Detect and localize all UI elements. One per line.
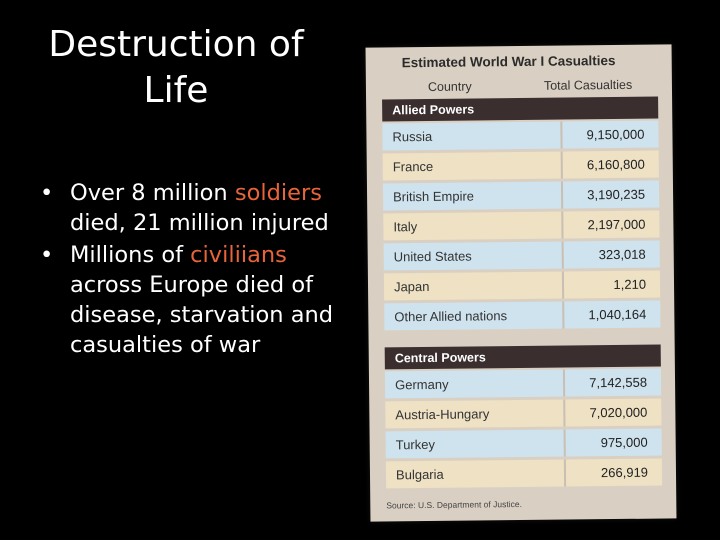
country-cell: Japan <box>393 278 430 295</box>
country-cell: Austria-Hungary <box>395 406 490 423</box>
casualties-table-photo <box>366 44 677 521</box>
country-cell: France <box>392 158 434 175</box>
bullet-text-pre: Over 8 million <box>70 180 235 206</box>
casualties-cell: 1,210 <box>562 271 660 299</box>
table-row <box>386 459 662 489</box>
table-title: Estimated World War I Casualties <box>401 52 616 71</box>
country-cell: British Empire <box>393 188 475 205</box>
bullet-dot: • <box>40 242 54 268</box>
table-source: Source: U.S. Department of Justice. <box>386 499 522 511</box>
casualties-cell: 1,040,164 <box>562 301 660 329</box>
table-row <box>384 271 660 301</box>
table-row <box>383 181 659 211</box>
bullet-dot: • <box>40 180 54 206</box>
country-cell: Bulgaria <box>395 466 444 483</box>
section-central-powers: Central Powers <box>385 345 661 370</box>
table-row <box>384 241 660 271</box>
section-allied-powers: Allied Powers <box>382 97 658 122</box>
table-row <box>386 429 662 459</box>
bullet-item <box>40 240 340 360</box>
bullet-text-post: died, 21 million injured <box>70 210 329 236</box>
casualties-cell: 2,197,000 <box>561 211 659 239</box>
casualties-cell: 323,018 <box>562 241 660 269</box>
table-row <box>383 211 659 241</box>
bullet-highlight: soldiers <box>234 180 322 206</box>
column-header-total: Total Casualties <box>543 77 633 93</box>
country-cell: Turkey <box>395 436 436 453</box>
casualties-cell: 3,190,235 <box>561 181 659 209</box>
casualties-cell: 6,160,800 <box>561 151 659 179</box>
allied-rows <box>382 121 660 334</box>
bullet-text-pre: Millions of <box>70 242 191 268</box>
column-header-country: Country <box>427 79 472 94</box>
table-row <box>382 121 658 151</box>
table-row <box>384 301 660 331</box>
casualties-cell: 266,919 <box>564 459 662 487</box>
slide-title: Destruction of Life <box>48 24 304 111</box>
table-row <box>383 151 659 181</box>
table-row <box>385 399 661 429</box>
central-rows <box>385 369 662 492</box>
casualties-cell: 7,142,558 <box>563 369 661 397</box>
bullet-highlight: civiliians <box>190 242 287 268</box>
casualties-cell: 975,000 <box>564 429 662 457</box>
country-cell: United States <box>393 248 472 265</box>
country-cell: Italy <box>393 219 418 235</box>
country-cell: Other Allied nations <box>394 308 508 325</box>
table-row <box>385 369 661 399</box>
casualties-cell: 9,150,000 <box>560 121 658 149</box>
bullet-item <box>40 178 340 238</box>
bullet-text-post: across Europe died of disease, starvation and casualties of war <box>70 272 334 358</box>
country-cell: Russia <box>392 128 433 145</box>
bullet-list <box>40 178 340 362</box>
country-cell: Germany <box>394 376 449 393</box>
casualties-cell: 7,020,000 <box>563 399 661 427</box>
